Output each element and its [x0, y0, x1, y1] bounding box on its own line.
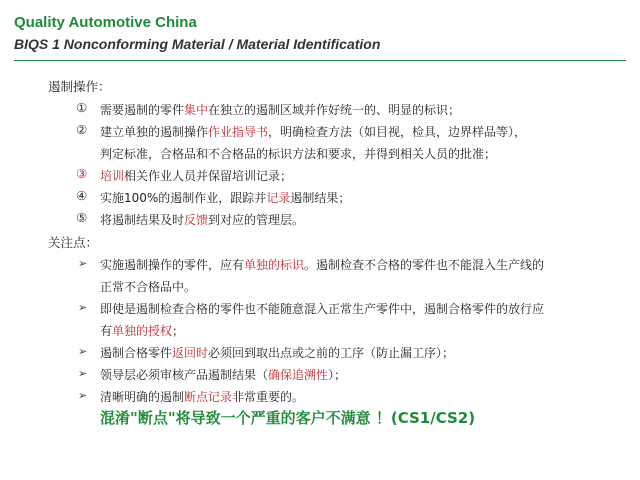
body-text: ）；	[328, 368, 347, 382]
body-text: 相关作业人员并保留培训记录；	[124, 169, 293, 183]
body-text: 正常不合格品中。	[100, 280, 197, 294]
highlight-text: 返回时	[172, 346, 209, 360]
highlight-text: 单独的标识	[244, 258, 305, 272]
body-text: 遏制结果；	[290, 191, 351, 205]
body-text: 非常重要的。	[232, 390, 305, 404]
step-text	[100, 145, 496, 162]
page-header	[14, 14, 626, 52]
body-text: 到对应的管理层。	[208, 213, 305, 227]
body-text: 判定标准，合格品和不合格品的标识方法和要求，并得到相关人员的批准；	[100, 147, 497, 161]
body-text: 实施遏制操作的零件，应有	[100, 258, 245, 272]
step-text	[100, 211, 304, 228]
body-text: 在独立的遏制区域并作好统一的、明显的标识；	[208, 103, 461, 117]
body-text: 清晰明确的遏制	[100, 390, 185, 404]
highlight-text: 单独的授权	[112, 324, 173, 338]
highlight-text: 断点记录	[184, 390, 233, 404]
body-text: ，明确检查方法（如目视，检具，边界样品等），	[268, 125, 527, 139]
focus-text	[100, 300, 544, 317]
highlight-text: 培训	[100, 169, 125, 183]
highlight-text: 作业指导书	[208, 125, 269, 139]
header-divider	[14, 60, 626, 61]
body-text: 遏制合格零件	[100, 346, 173, 360]
brand-title: Quality Automotive China	[14, 14, 197, 31]
step-number: ⑤	[76, 210, 88, 225]
footer-statement: 混淆"断点"将导致一个严重的客户不满意 ！(CS1/CS2)	[100, 409, 476, 427]
focus-text	[100, 388, 304, 405]
step-number: ②	[76, 122, 88, 137]
focus-text	[100, 278, 196, 295]
highlight-text: 记录	[266, 191, 291, 205]
focus-text	[100, 322, 184, 339]
body-text: 将遏制结果及时	[100, 213, 185, 227]
step-number: ④	[76, 188, 88, 203]
step-text	[100, 189, 350, 206]
step-number: ①	[76, 100, 88, 115]
arrow-bullet-icon: ➢	[78, 389, 88, 402]
body-text: 即使是遏制检查合格的零件也不能随意混入正常生产零件中，遏制合格零件的放行应	[100, 302, 545, 316]
arrow-bullet-icon: ➢	[78, 345, 88, 358]
body-text: 有	[100, 324, 113, 338]
body-text: 建立单独的遏制操作	[100, 125, 209, 139]
arrow-bullet-icon: ➢	[78, 367, 88, 380]
highlight-text: 集中	[184, 103, 209, 117]
arrow-bullet-icon: ➢	[78, 301, 88, 314]
operations-title: 遏制操作：	[48, 79, 111, 94]
highlight-text: 反馈	[184, 213, 209, 227]
body-text: 实施100%的遏制作业，跟踪并	[100, 191, 267, 205]
body-text: 需要遏制的零件	[100, 103, 185, 117]
step-text	[100, 167, 292, 184]
step-text	[100, 101, 460, 118]
body-text: 。遏制检查不合格的零件也不能混入生产线的	[304, 258, 545, 272]
focus-text	[100, 344, 454, 361]
body-text: 必须回到取出点或之前的工序（防止漏工序）；	[208, 346, 455, 360]
highlight-text: 确保追溯性	[268, 368, 329, 382]
focus-text	[100, 256, 544, 273]
step-number: ③	[76, 166, 88, 181]
arrow-bullet-icon: ➢	[78, 257, 88, 270]
focus-text	[100, 366, 346, 383]
page-subtitle: BIQS 1 Nonconforming Material / Material Identification	[14, 36, 381, 52]
body-text: ；	[172, 324, 185, 338]
focus-title: 关注点：	[48, 235, 99, 250]
step-text	[100, 123, 526, 140]
body-text: 领导层必须审核产品遏制结果（	[100, 368, 269, 382]
